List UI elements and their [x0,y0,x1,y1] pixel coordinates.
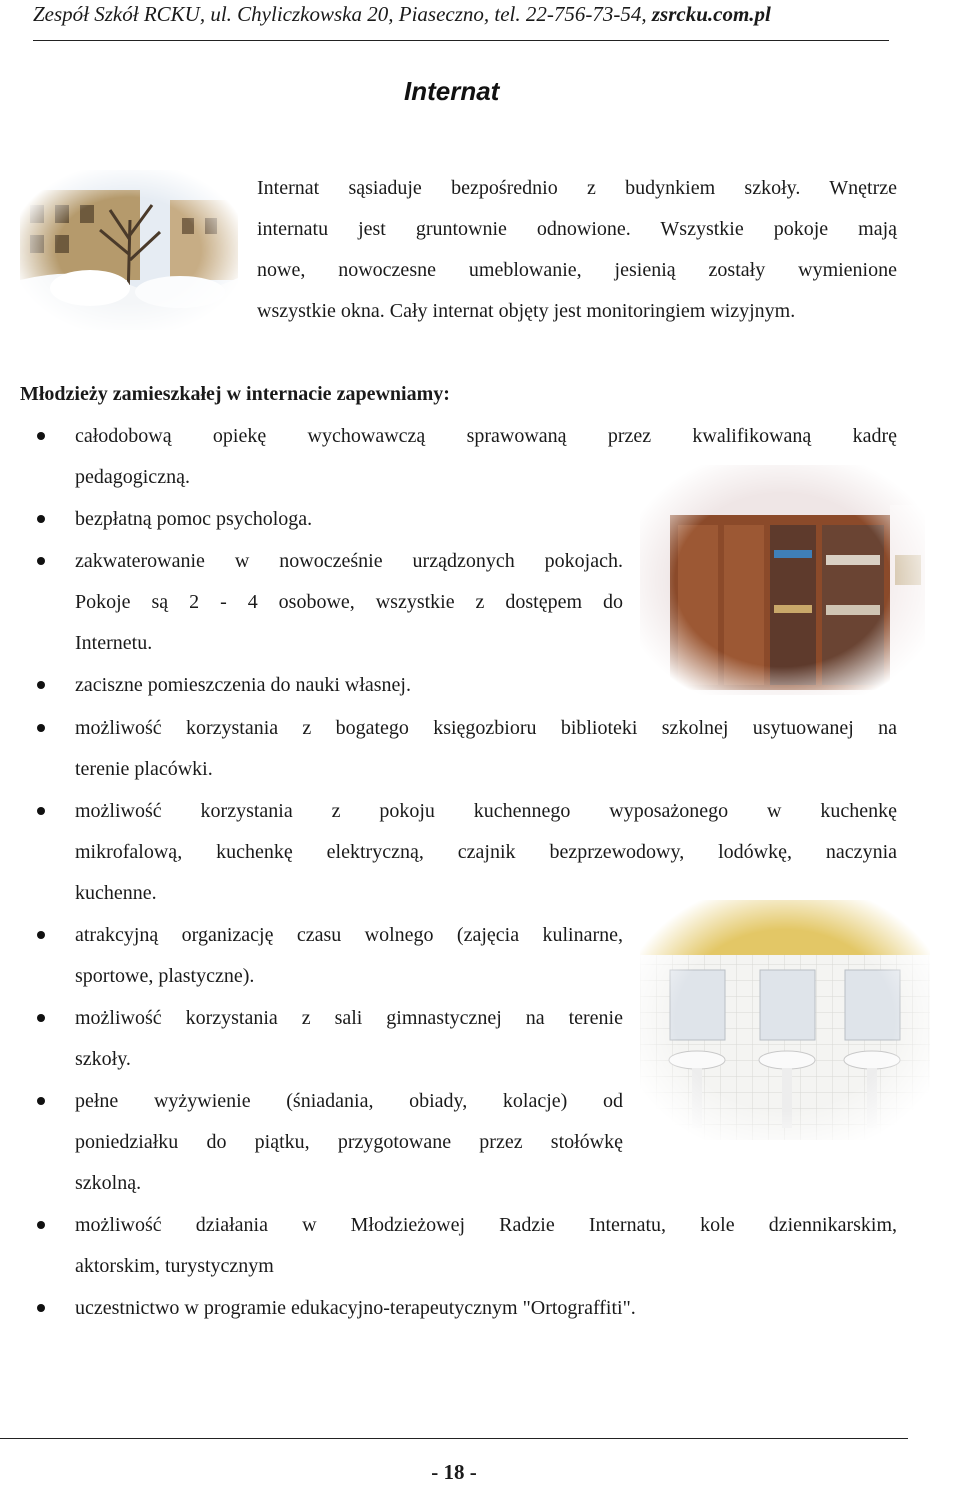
list-item-line: możliwość korzystania z sali gimnastycznej na terenie [75,1007,623,1029]
bullet [37,681,45,689]
header-website: zsrcku.com.pl [651,2,771,26]
list-item-line: możliwość korzystania z pokoju kuchennego wyposażonego w kuchenkę [75,800,897,822]
list-item-line: pedagogiczną. [75,466,190,488]
bullet [37,1014,45,1022]
bullet [37,724,45,732]
footer-divider [0,1438,908,1439]
page-title: Internat [404,76,500,106]
list-item-line: możliwość działania w Młodzieżowej Radzie Internatu, kole dziennikarskim, [75,1214,897,1236]
list-item-line: możliwość korzystania z bogatego księgozbioru biblioteki szkolnej usytuowanej na [75,717,897,739]
washroom-photo [640,900,930,1140]
page-header [33,2,893,27]
intro-line: wszystkie okna. Cały internat objęty jest monitoringiem wizyjnym. [257,300,796,322]
header-divider [33,40,889,41]
list-item-line: aktorskim, turystycznym [75,1255,274,1277]
list-item-line: poniedziałku do piątku, przygotowane przez stołówkę [75,1131,623,1153]
room-cabinet-photo [640,465,925,695]
bullet [37,1304,45,1312]
list-item-line: pełne wyżywienie (śniadania, obiady, kolacje) od [75,1090,623,1112]
list-item-line: zaciszne pomieszczenia do nauki własnej. [75,674,411,696]
list-item-line: Internetu. [75,632,153,654]
bullet [37,557,45,565]
list-item-line: uczestnictwo w programie edukacyjno-terapeutycznym "Ortograffiti". [75,1297,636,1319]
dormitory-winter-photo [20,170,238,330]
list-item-line: Pokoje są 2 - 4 osobowe, wszystkie z dostępem do [75,591,623,613]
list-item-line: sportowe, plastyczne). [75,965,255,987]
list-item-line: szkolną. [75,1172,142,1194]
list-item-line: bezpłatną pomoc psychologa. [75,508,313,530]
bullet [37,515,45,523]
intro-paragraph [257,168,897,332]
list-item-line: całodobową opiekę wychowawczą sprawowaną przez kwalifikowaną kadrę [75,425,897,447]
bullet [37,1097,45,1105]
bullet [37,807,45,815]
header-school-info: Zespół Szkół RCKU, ul. Chyliczkowska 20, Piaseczno, tel. 22-756-73-54, [33,2,647,26]
intro-line: Internat sąsiaduje bezpośrednio z budynkiem szkoły. Wnętrze [257,177,897,199]
page-number: - 18 - [431,1460,477,1484]
list-item-line: terenie placówki. [75,758,213,780]
bullet [37,432,45,440]
intro-line: internatu jest gruntownie odnowione. Wszystkie pokoje mają [257,218,897,240]
list-item-line: mikrofalową, kuchenkę elektryczną, czajnik bezprzewodowy, lodówkę, naczynia [75,841,897,863]
list-item-line: kuchenne. [75,882,157,904]
list-item-line: szkoły. [75,1048,131,1070]
list-item-line: atrakcyjną organizację czasu wolnego (zajęcia kulinarne, [75,924,623,946]
intro-line: nowe, nowoczesne umeblowanie, jesienią zostały wymienione [257,259,897,281]
benefits-heading: Młodzieży zamieszkałej w internacie zapewniamy: [20,383,450,405]
bullet [37,1221,45,1229]
bullet [37,931,45,939]
list-item-line: zakwaterowanie w nowocześnie urządzonych pokojach. [75,550,623,572]
